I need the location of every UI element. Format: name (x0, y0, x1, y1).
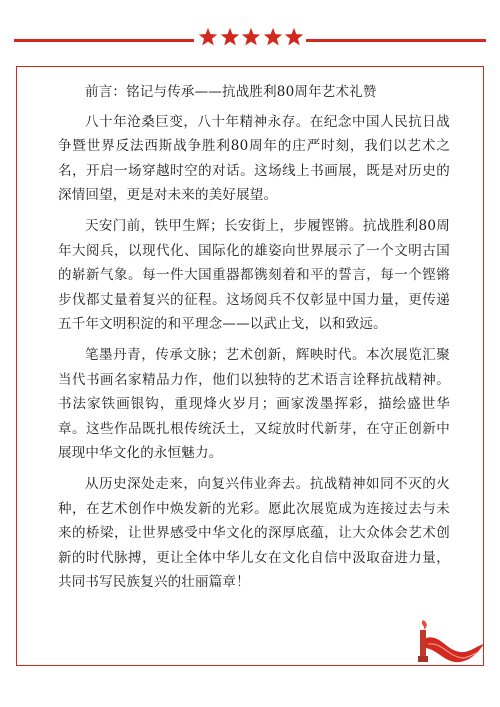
document-title: 前言：铭记与传承——抗战胜利80周年艺术礼赞 (85, 84, 377, 100)
paragraph: 天安门前，铁甲生辉；长安街上，步履铿锵。抗战胜利80周年大阅兵，以现代化、国际化的雄姿向世界展示了一个文明古国的崭新气象。每一件大国重器都镌刻着和平的誓言，每一个铿锵步伐都丈量着复兴的征程。这场阅兵不仅彰显中国力量，更传递五千年文明积淀的和平理念——以武止戈，以和致远。 (58, 218, 450, 332)
red-ribbon-torch-icon (406, 616, 486, 668)
paragraph: 从历史深处走来，向复兴伟业奔去。抗战精神如同不灭的火种，在艺术创作中焕发新的光彩。愿此次展览成为连接过去与未来的桥梁，让世界感受中华文化的深厚底蕴，让大众体会艺术创新的时代脉搏，更让全体中华儿女在文化自信中汲取奋进力量，共同书写民族复兴的壮丽篇章！ (58, 476, 450, 590)
document-body (58, 80, 450, 601)
star-icon (241, 27, 261, 47)
star-icon (263, 27, 283, 47)
star-icon (284, 27, 304, 47)
header-rule-right (306, 39, 486, 42)
star-icon (198, 27, 218, 47)
header-stars (198, 27, 304, 53)
paragraph: 八十年沧桑巨变，八十年精神永存。在纪念中国人民抗日战争暨世界反法西斯战争胜利80周年的庄严时刻，我们以艺术之名，开启一场穿越时空的对话。这场线上书画展，既是对历史的深情回望，更是对未来的美好展望。 (58, 113, 450, 203)
header-rule-left (14, 39, 194, 42)
star-icon (220, 27, 240, 47)
paragraph: 笔墨丹青，传承文脉；艺术创新，辉映时代。本次展览汇聚当代书画名家精品力作，他们以独特的艺术语言诠释抗战精神。书法家铁画银钩，重现烽火岁月；画家泼墨挥彩，描绘盛世华章。这些作品既扎根传统沃土，又绽放时代新芽，在守正创新中展现中华文化的永恒魅力。 (58, 347, 450, 461)
